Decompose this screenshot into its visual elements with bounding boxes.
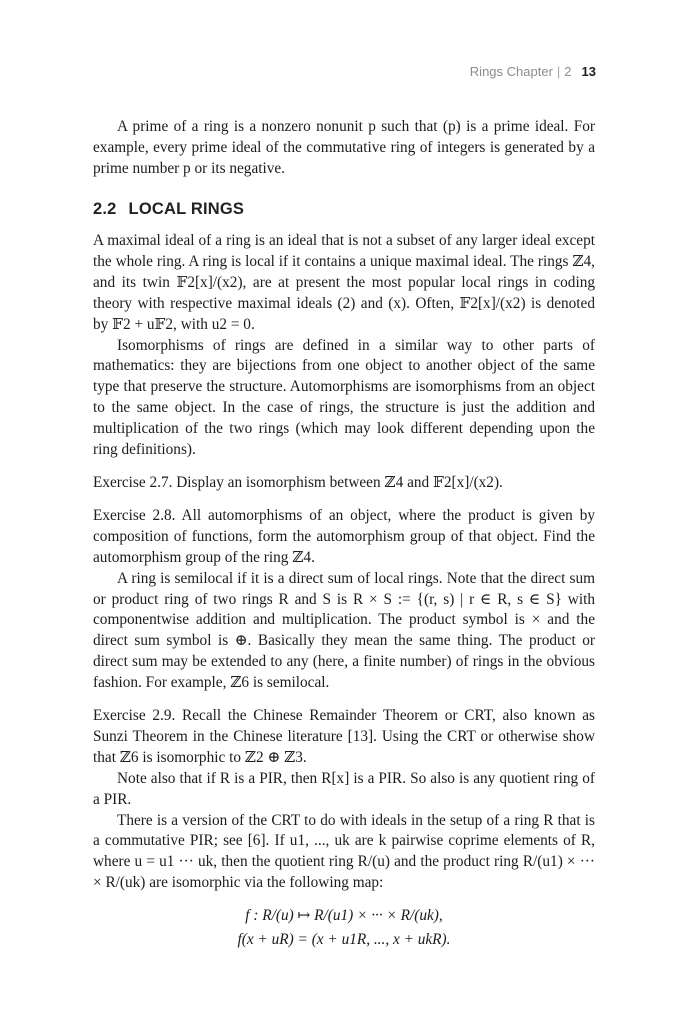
exercise-2-8: Exercise 2.8. All automorphisms of an object, where the product is given by composition of functions, form the automorphism group of that object. Find the automorphism group of the ring ℤ4. (93, 506, 595, 566)
pir-paragraph: Note also that if R is a PIR, then R[x] is a PIR. So also is any quotient ring of a PIR. (93, 769, 595, 808)
section-number: 2.2 (93, 200, 117, 218)
chapter-label: Rings Chapter (469, 64, 553, 79)
prime-definition-paragraph: A prime of a ring is a nonzero nonunit p such that (p) is a prime ideal. For example, every prime ideal of the commutative ring of integers is generated by a prime number p or its negative. (93, 118, 595, 177)
isomorphism-paragraph: Isomorphisms of rings are defined in a similar way to other parts of mathematics: they are bijections from one object to another object of the same type that preserve the structure. Automorphisms are isomorphisms from an object to the same object. In the case of rings, the structure is just the addition and multiplication of the two rings (which may look different depending upon the ring definitions). (93, 336, 595, 459)
exercise-2-9: Exercise 2.9. Recall the Chinese Remainder Theorem or CRT, also known as Sunzi Theorem in the Chinese literature [13]. Using the CRT or otherwise show that ℤ6 is isomorphic to ℤ2 ⊕ ℤ3. (93, 707, 595, 766)
chapter-number: 2 (564, 64, 572, 79)
main-text-block (93, 231, 595, 952)
map-equation-line-2: f(x + uR) = (x + u1R, ..., x + ukR). (237, 931, 451, 949)
page-number: 13 (581, 64, 596, 79)
local-ring-definition-paragraph: A maximal ideal of a ring is an ideal that is not a subset of any larger ideal except the whole ring. A ring is local if it contains a unique maximal ideal. The rings ℤ4, and its twin 𝔽2[x]/(x2), are at present the most popular local rings in coding theory with respective maximal ideals (2) and (x). Often, 𝔽2[x]/(x2) is denoted by 𝔽2 + u𝔽2, with u2 = 0. (93, 232, 595, 333)
semilocal-paragraph: A ring is semilocal if it is a direct sum of local rings. Note that the direct sum or product ring of two rings R and S is R × S := {(r, s) | r ∈ R, s ∈ S} with componentwise addition and multiplication. The product symbol is × and the direct sum symbol is ⊕. Basically they mean the same thing. The product or direct sum may be extended to any (here, a finite number) of rings in the obvious fashion. For example, ℤ6 is semilocal. (93, 569, 595, 692)
crt-map-display (93, 904, 595, 952)
section-heading (93, 200, 244, 219)
section-title: LOCAL RINGS (128, 200, 245, 218)
prime-paragraph-block (93, 117, 595, 180)
running-head: Rings Chapter | 2 13 (469, 64, 596, 79)
crt-paragraph: There is a version of the CRT to do with ideals in the setup of a ring R that is a commutative PIR; see [6]. If u1, ..., uk are k pairwise coprime elements of R, where u = u1 ··· uk, then the quotient ring R/(u) and the product ring R/(u1) × ··· × R/(uk) are isomorphic via the following map: (93, 811, 595, 892)
exercise-2-7: Exercise 2.7. Display an isomorphism between ℤ4 and 𝔽2[x]/(x2). (93, 473, 503, 491)
map-equation-line-1: f : R/(u) ↦ R/(u1) × ··· × R/(uk), (245, 907, 443, 925)
